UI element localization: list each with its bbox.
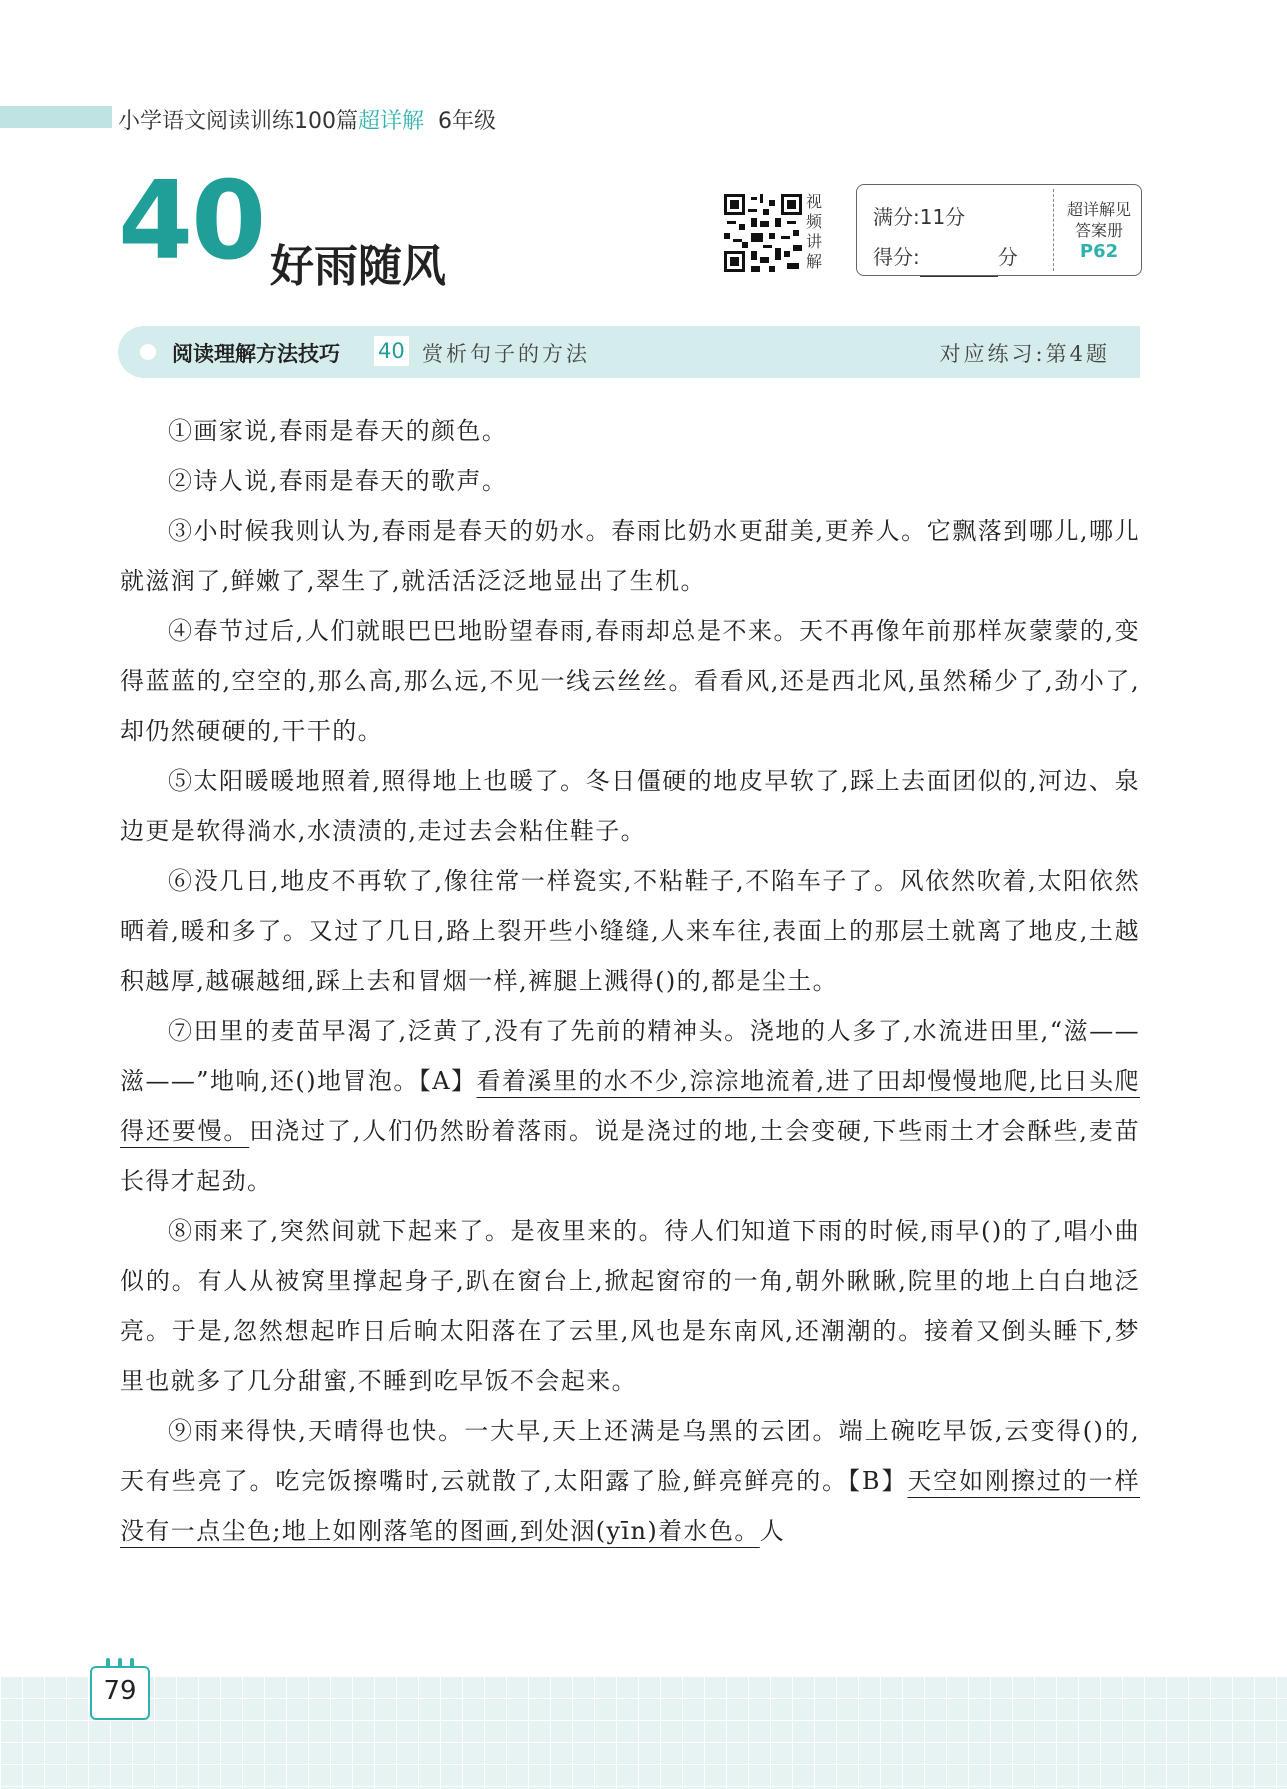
lesson-title: 好雨随风 [270, 241, 446, 292]
method-practice: 对应练习:第4题 [939, 342, 1110, 366]
video-label-char: 视 [806, 192, 823, 211]
answer-ref-page: P62 [1079, 241, 1119, 262]
paragraph-4: ④春节过后,人们就眼巴巴地盼望春雨,春雨却总是不来。天不再像年前那样灰蒙蒙的,变得蓝蓝的,空空的,那么高,那么远,不见一线云丝丝。看看风,还是西北风,虽然稀少了,劲小了,却仍然硬硬的,干干的。 [120, 617, 1140, 745]
answer-reference [1057, 199, 1141, 262]
grade-label: 6年级 [438, 109, 497, 134]
method-number: 40 [374, 336, 409, 366]
paragraph-9-text: )的,天有些亮了。吃完饭擦嘴时,云就散了,太阳露了脸,鲜亮鲜亮的。【B】 [120, 1417, 1140, 1495]
video-label-char: 解 [806, 252, 823, 271]
full-score: 满分:11分 [873, 205, 966, 229]
video-explanation-label[interactable] [806, 192, 828, 272]
score-divider [1053, 189, 1054, 271]
score-box [856, 184, 1142, 276]
score-input-line[interactable] [920, 256, 998, 277]
method-label: 阅读理解方法技巧 [172, 342, 340, 366]
header-accent-bar [0, 106, 112, 128]
underlined-sentence-b: 天空如刚擦过的一样没有一点尘色;地上如刚落笔的图画,到处洇(yīn)着水色。 [120, 1467, 1140, 1545]
got-score-row [873, 237, 1018, 277]
paragraph-9-text: ⑨雨来得快,天晴得也快。一大早,天上还满是乌黑的云团。端上碗吃早饭,云变得( [168, 1417, 1094, 1445]
paragraph-6-text: )的,都是尘土。 [665, 967, 839, 995]
page-number: 79 [103, 1676, 137, 1706]
paragraph-2: ②诗人说,春雨是春天的歌声。 [168, 467, 508, 495]
answer-ref-line2: 答案册 [1074, 221, 1123, 240]
score-fields [873, 197, 1018, 277]
underlined-sentence-a: 看着溪里的水不少,淙淙地流着,进了田却慢慢地爬,比日头爬得还要慢。 [120, 1067, 1140, 1145]
bullet-dot-icon [140, 344, 156, 360]
paragraph-6 [120, 856, 1140, 1006]
qr-code-icon[interactable] [724, 194, 802, 272]
article-body [120, 406, 1140, 1556]
video-label-char: 讲 [806, 232, 823, 251]
paragraph-9 [120, 1406, 1140, 1556]
paragraph-9-text: 人 [759, 1517, 786, 1545]
paragraph-7 [120, 1006, 1140, 1206]
answer-ref-line1: 超详解见 [1066, 200, 1131, 219]
paragraph-1: ①画家说,春雨是春天的颜色。 [168, 417, 508, 445]
method-banner [118, 326, 1140, 378]
paragraph-8 [120, 1206, 1140, 1406]
method-name: 赏析句子的方法 [422, 342, 590, 366]
paragraph-7-text: ⑦田里的麦苗早渴了,泛黄了,没有了先前的精神头。浇地的人多了,水流进田里,“滋——滋——”地响,还( [120, 1017, 1140, 1095]
footer-grid [0, 1676, 1287, 1789]
paragraph-3: ③小时候我则认为,春雨是春天的奶水。春雨比奶水更甜美,更养人。它飘落到哪儿,哪儿就滋润了,鲜嫩了,翠生了,就活活泛泛地显出了生机。 [120, 517, 1140, 595]
got-score-label: 得分: [873, 245, 920, 269]
paragraph-5: ⑤太阳暖暖地照着,照得地上也暖了。冬日僵硬的地皮早软了,踩上去面团似的,河边、泉边更是软得淌水,水渍渍的,走过去会粘住鞋子。 [120, 767, 1140, 845]
paragraph-7-text: 田浇过了,人们仍然盼着落雨。说是浇过的地,土会变硬,下些雨土才会酥些,麦苗长得才起劲。 [120, 1117, 1140, 1195]
paragraph-8-text: )的了,唱小曲似的。有人从被窝里撑起身子,趴在窗台上,掀起窗帘的一角,朝外瞅瞅,院里的地上白白地泛亮。于是,忽然想起昨日后晌太阳落在了云里,风也是东南风,还潮潮的。接着又倒头睡下,梦里也就多了几分甜蜜,不睡到吃早饭不会起来。 [120, 1217, 1141, 1395]
video-label-char: 频 [806, 212, 823, 231]
lesson-number: 40 [118, 159, 265, 284]
book-title-accent: 超详解 [358, 109, 425, 134]
paragraph-7-text: )地冒泡。【A】 [306, 1067, 477, 1095]
book-title [118, 104, 496, 135]
book-title-main: 小学语文阅读训练100篇 [118, 109, 358, 134]
got-score-unit: 分 [997, 245, 1018, 269]
paragraph-8-text: ⑧雨来了,突然间就下起来了。是夜里来的。待人们知道下雨的时候,雨早( [168, 1217, 992, 1245]
paragraph-6-text: ⑥没几日,地皮不再软了,像往常一样瓷实,不粘鞋子,不陷车子了。风依然吹着,太阳依然晒着,暖和多了。又过了几日,路上裂开些小缝缝,人来车往,表面上的那层土就离了地皮,土越积越厚,越碾越细,踩上去和冒烟一样,裤腿上溅得( [120, 867, 1140, 995]
